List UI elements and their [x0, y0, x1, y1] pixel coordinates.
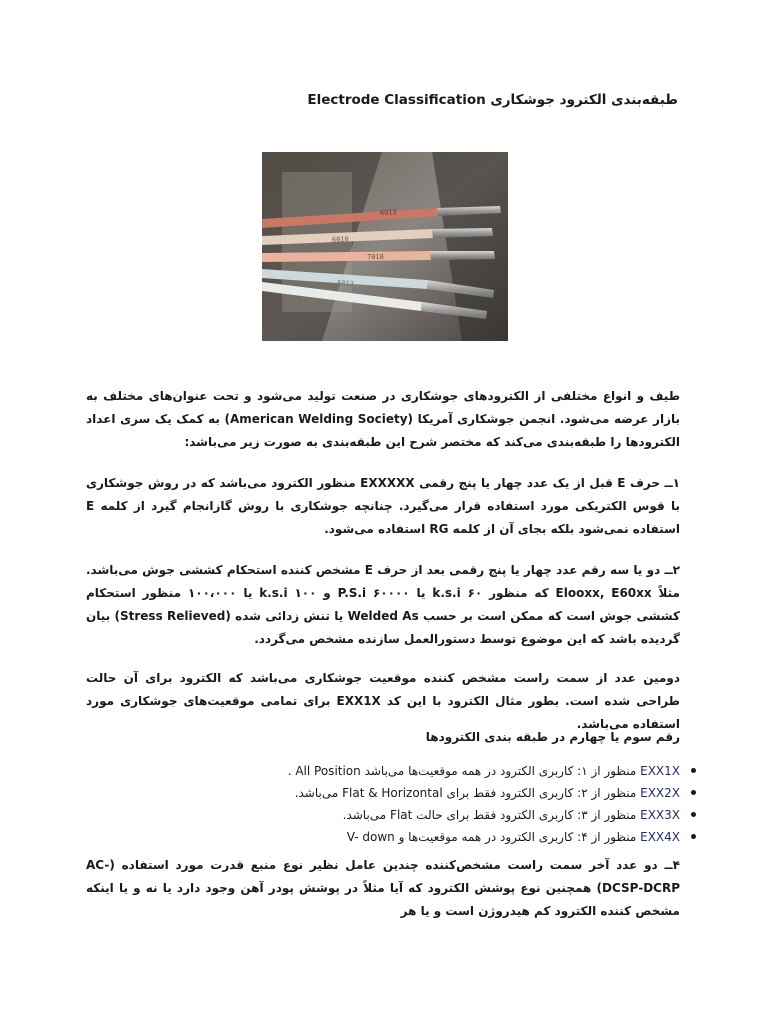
- position-description: منظور از ۲: کاربری الکترود فقط برای Flat & Horizontal می‌باشد.: [294, 786, 641, 800]
- electrode-label: 6013: [379, 208, 397, 217]
- electrode-label: 6010: [331, 235, 349, 244]
- tensile-strength-paragraph: ۲ــ دو یا سه رقم عدد چهار یا پنج رقمی بعد از حرف E مشخص کننده استحکام کششی جوش می‌باشد. مثلاً Elooxx, E60xx که منظور ۶۰ k.s.i یا ۶۰۰۰۰ P.S.i و ۱۰۰ k.s.i یا ۱۰۰،۰۰۰ منظور استحکام کششی جوش است که ممکن است بر حسب Welded As یا تنش زدائی شده (Stress Relieved) بیان گردیده باشد که این موضوع توسط دستورالعمل سازنده مشخص می‌گردد.: [86, 563, 680, 646]
- third-fourth-digit-heading: رقم سوم یا چهارم در طبقه بندی الکترودها: [425, 730, 680, 744]
- last-digits-paragraph: ۴ــ دو عدد آخر سمت راست مشخص‌کننده چندین عامل نظیر نوع منبع قدرت مورد استفاده (AC-DCSP-DCRP) همچنین نوع پوشش الکترود که آیا مثلاً در پوشش پودر آهن وجود دارد یا نه و یا اینکه مشخص کننده الکترود کم هیدروژن است و یا هر: [86, 858, 680, 918]
- position-code-list: [86, 760, 696, 848]
- position-code: EXX1X: [640, 764, 680, 778]
- list-item: [86, 760, 680, 782]
- bullet-icon: [691, 812, 696, 817]
- page-title: طبقه‌بندی الکترود جوشکاری Electrode Classification: [307, 92, 678, 108]
- bullet-icon: [691, 768, 696, 773]
- position-description: منظور از ۱: کاربری الکترود در همه موقعیت‌ها می‌باشد All Position .: [287, 764, 641, 778]
- position-description: منظور از ۴: کاربری الکترود در همه موقعیت‌ها و V- down: [346, 830, 641, 844]
- bullet-icon: [691, 834, 696, 839]
- list-item: [86, 826, 680, 848]
- position-description: منظور از ۳: کاربری الکترود فقط برای حالت Flat می‌باشد.: [342, 808, 641, 822]
- electrode-label: 6013: [336, 279, 355, 289]
- bullet-icon: [691, 790, 696, 795]
- list-item: [86, 782, 680, 804]
- intro-paragraph: طیف و انواع مختلفی از الکترودهای جوشکاری در صنعت تولید می‌شود و تحت عنوان‌های مختلف به بازار عرضه می‌شود. انجمن جوشکاری آمریکا (American Welding Society) به کمک یک سری اعداد الکترودها را طبقه‌بندی می‌کند که مختصر شرح این طبقه‌بندی به صورت زیر می‌باشد:: [86, 389, 680, 449]
- list-item: [86, 804, 680, 826]
- welding-position-paragraph: دومین عدد از سمت راست مشخص کننده موقعیت جوشکاری می‌باشد که الکترود برای آن حالت طراحی شده است. بطور مثال الکترود با این کد EXX1X برای تمامی موقعیت‌های جوشکاری مورد استفاده می‌باشد.: [86, 671, 680, 731]
- electrode-label: 7018: [367, 253, 384, 261]
- position-code: EXX2X: [640, 786, 680, 800]
- letter-e-paragraph: ۱ــ حرف E قبل از یک عدد چهار یا پنج رقمی EXXXXX منظور الکترود می‌باشد که در روش جوشکاری با قوس الکتریکی مورد استفاده قرار می‌گیرد. چنانچه جوشکاری با روش گازانجام گیرد از کلمه E استفاده نمی‌شود بلکه بجای آن از کلمه RG استفاده می‌شود.: [86, 476, 680, 536]
- position-code: EXX3X: [640, 808, 680, 822]
- welding-electrodes-photo: [262, 152, 508, 341]
- position-code: EXX4X: [640, 830, 680, 844]
